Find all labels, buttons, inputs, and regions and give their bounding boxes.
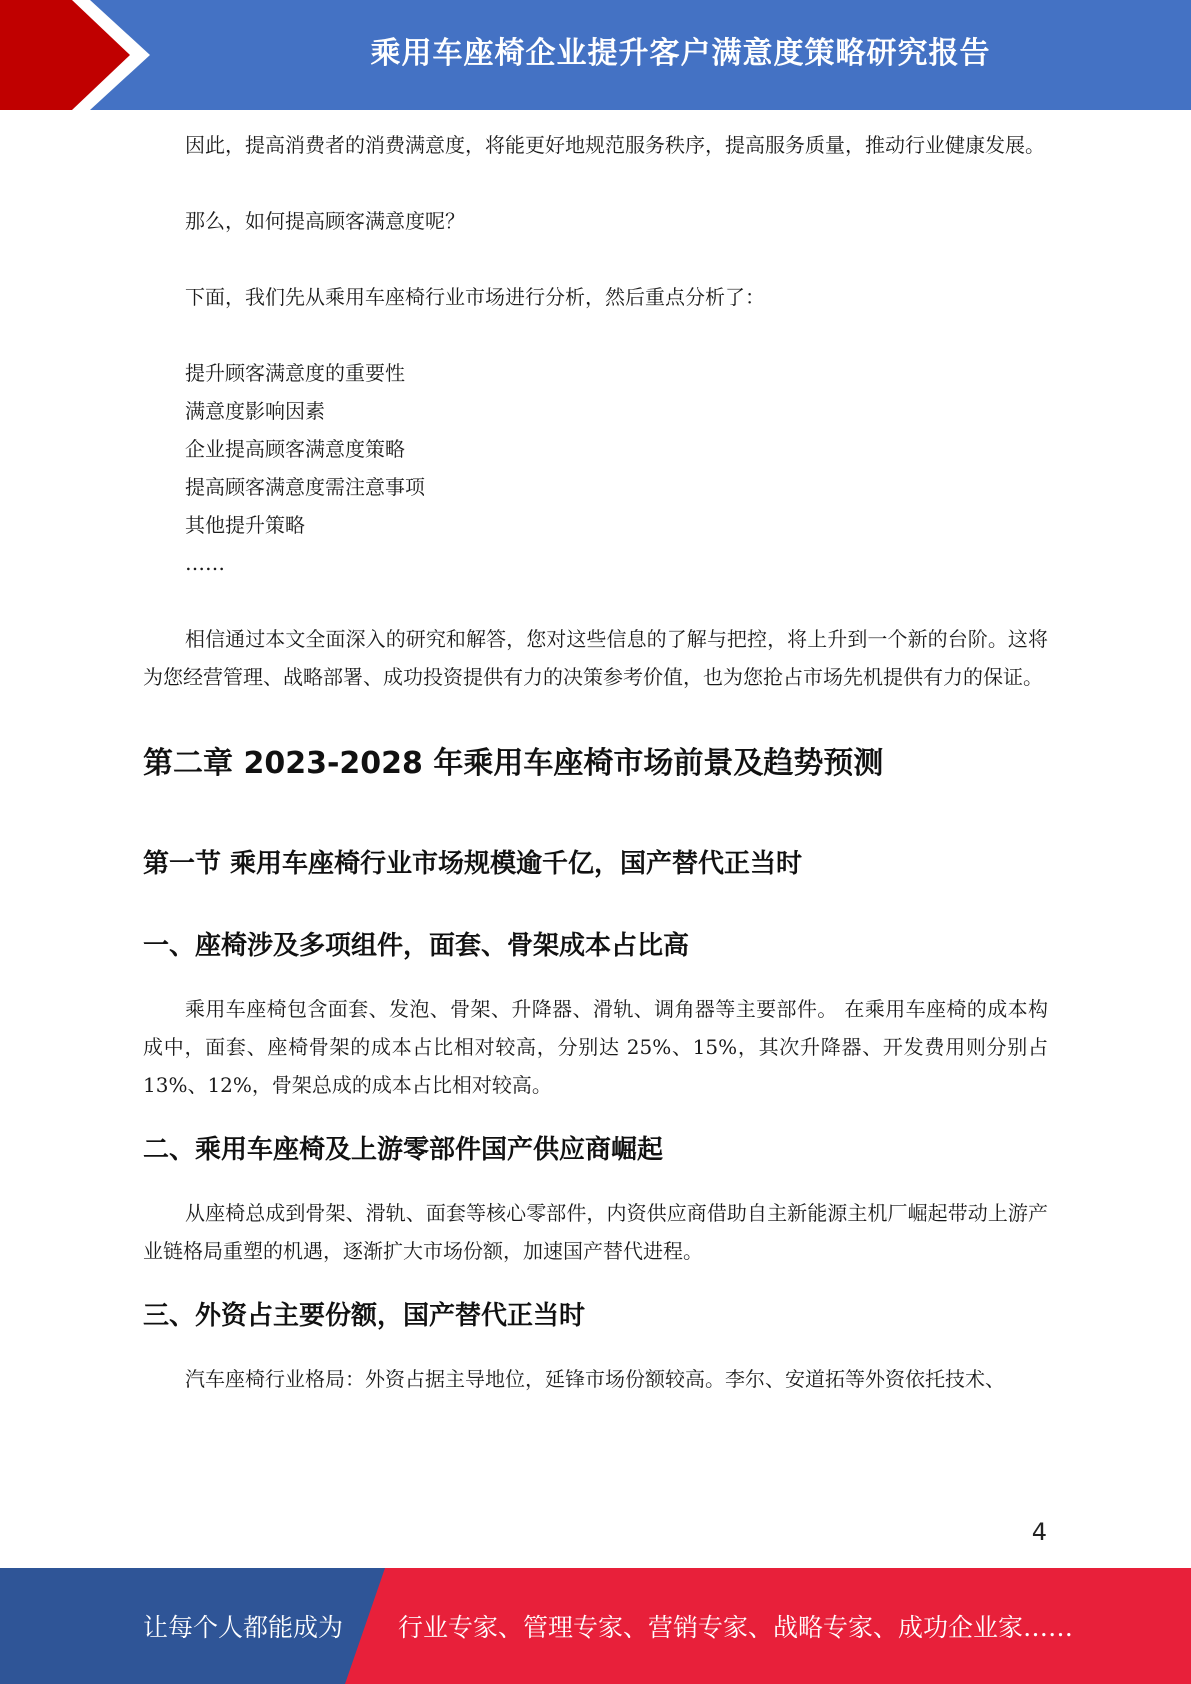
subsection-paragraph-3: 汽车座椅行业格局：外资占据主导地位，延锋市场份额较高。李尔、安道拓等外资依托技术、 (185, 1367, 1005, 1391)
list-item: 提高顾客满意度需注意事项 (185, 475, 425, 499)
closing-paragraph: 相信通过本文全面深入的研究和解答，您对这些信息的了解与把控，将上升到一个新的台阶。这将为您经营管理、战略部署、成功投资提供有力的决策参考价值，也为您抢占市场先机提供有力的保证。 (143, 627, 1048, 689)
intro-paragraph-3: 下面，我们先从乘用车座椅行业市场进行分析，然后重点分析了： (185, 285, 765, 309)
page-header (0, 0, 1191, 110)
page-footer (0, 1568, 1191, 1684)
chapter-heading: 第二章 2023-2028 年乘用车座椅市场前景及趋势预测 (143, 746, 884, 781)
list-item: 满意度影响因素 (185, 399, 325, 423)
intro-paragraph-2: 那么，如何提高顾客满意度呢？ (185, 209, 465, 233)
subsection-paragraph-1: 乘用车座椅包含面套、发泡、骨架、升降器、滑轨、调角器等主要部件。 在乘用车座椅的成本构成中，面套、座椅骨架的成本占比相对较高，分别达 25%、15%，其次升降器、开发费用则分别占 13%、12%，骨架总成的成本占比相对较高。 (143, 997, 1048, 1097)
section-heading: 第一节 乘用车座椅行业市场规模逾千亿，国产替代正当时 (143, 849, 803, 879)
document-body (143, 126, 1048, 1398)
topic-list (143, 354, 1048, 582)
document-title: 乘用车座椅企业提升客户满意度策略研究报告 (370, 36, 991, 71)
page-number: 4 (1031, 1518, 1047, 1546)
list-item: 企业提高顾客满意度策略 (185, 437, 405, 461)
intro-paragraph-1: 因此，提高消费者的消费满意度，将能更好地规范服务秩序，提高服务质量，推动行业健康发展。 (185, 133, 1045, 157)
list-item: 提升顾客满意度的重要性 (185, 361, 405, 385)
footer-slogan-right: 行业专家、管理专家、营销专家、战略专家、成功企业家…… (398, 1613, 1074, 1642)
subsection-heading-2: 二、乘用车座椅及上游零部件国产供应商崛起 (143, 1135, 664, 1165)
subsection-paragraph-2: 从座椅总成到骨架、滑轨、面套等核心零部件，内资供应商借助自主新能源主机厂崛起带动上游产业链格局重塑的机遇，逐渐扩大市场份额，加速国产替代进程。 (143, 1201, 1048, 1263)
list-item: …… (185, 551, 225, 575)
subsection-heading-1: 一、座椅涉及多项组件，面套、骨架成本占比高 (143, 931, 690, 961)
list-item: 其他提升策略 (185, 513, 305, 537)
subsection-heading-3: 三、外资占主要份额，国产替代正当时 (143, 1301, 586, 1331)
footer-slogan-left: 让每个人都能成为 (143, 1613, 344, 1642)
